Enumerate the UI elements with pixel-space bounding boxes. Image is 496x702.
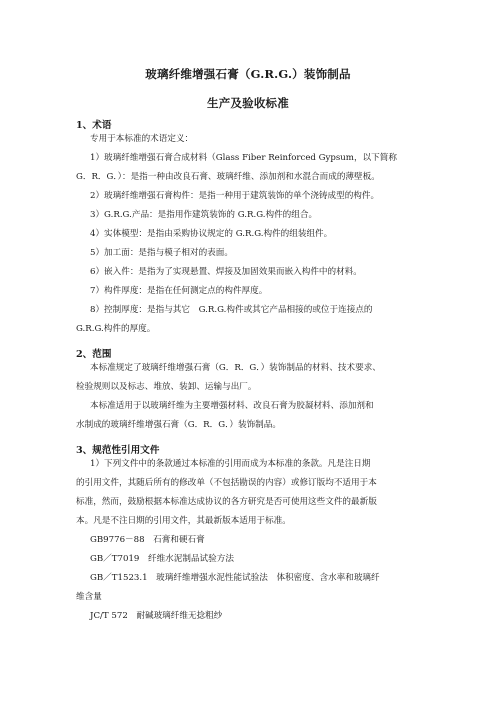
s2-para-2a: 本标准适用于以玻璃纤维为主要增强材料、改良石膏为胶凝材料、添加剂和	[90, 401, 374, 411]
s3-ref-3b: 维含量	[76, 592, 102, 602]
s2-para-1a: 本标准规定了玻璃纤维增强石膏（G．R．G．）装饰制品的材料、技术要求、	[90, 363, 381, 373]
s3-para-a: 1）下列文件中的条款通过本标准的引用而成为本标准的条款。凡是注日期	[90, 459, 371, 469]
s1-intro: 专用于本标准的术语定义：	[90, 134, 194, 144]
s1-def-5: 5）加工面：是指与模子相对的表面。	[90, 248, 233, 258]
s3-para-b: 的引用文件，其随后所有的修改单（不包括勘误的内容）或修订版均不适用于本	[76, 478, 377, 488]
s2-para-1b: 检验规则以及标志、堆放、装卸、运输与出厂。	[76, 382, 257, 392]
s1-def-8a: 8）控制厚度：是指与其它 G.R.G.构件或其它产品相接的或位于连接点的	[90, 305, 373, 315]
section-3-heading: 3、规范性引用文件	[76, 445, 160, 456]
s3-para-d: 本。凡是不注日期的引用文件，其最新版本适用于标准。	[76, 516, 291, 526]
s1-def-2: 2）玻璃纤维增强石膏构件：是指一种用于建筑装饰的单个浇铸成型的构件。	[90, 191, 380, 201]
s1-def-6: 6）嵌入件：是指为了实现悬置、焊接及加固效果而嵌入构件中的材料。	[90, 267, 362, 277]
s2-para-2b: 水制成的玻璃纤维增强石膏（G．R．G．）装饰制品。	[76, 420, 281, 430]
section-1-heading: 1、术语	[76, 120, 112, 131]
s1-def-1a: 1）玻璃纤维增强石膏合成材料（Glass Fiber Reinforced Gypsum，以下简称	[90, 153, 397, 163]
document-subtitle: 生产及验收标准	[207, 96, 289, 110]
s1-def-4: 4）实体模型：是指由采购协议规定的 G.R.G.构件的组装组件。	[90, 229, 333, 239]
s3-ref-3a: GB／T1523.1 玻璃纤维增强水泥性能试验法 体积密度、含水率和玻璃纤	[90, 573, 380, 583]
s3-para-c: 标准，然而，鼓励根据本标准达成协议的各方研究是否可使用这些文件的最新版	[76, 497, 377, 507]
s1-def-3: 3）G.R.G.产品：是指用作建筑装饰的 G.R.G.构件的组合。	[90, 210, 318, 220]
section-2-heading: 2、范围	[76, 349, 112, 360]
s3-ref-2: GB／T7019 纤维水泥制品试验方法	[90, 554, 234, 564]
s1-def-7: 7）构件厚度：是指在任何测定点的构件厚度。	[90, 286, 268, 296]
document-title: 玻璃纤维增强石膏（G.R.G.）装饰制品	[145, 67, 351, 81]
s1-def-8b: G.R.G.构件的厚度。	[76, 324, 156, 334]
s3-ref-4: JC/T 572 耐碱玻璃纤维无捻粗纱	[90, 611, 223, 621]
s3-ref-1: GB9776－88 石膏和硬石膏	[90, 535, 205, 545]
s1-def-1b: G．R．G．）：是指一种由改良石膏、玻璃纤维、添加剂和水混合而成的薄壁板。	[76, 172, 380, 182]
